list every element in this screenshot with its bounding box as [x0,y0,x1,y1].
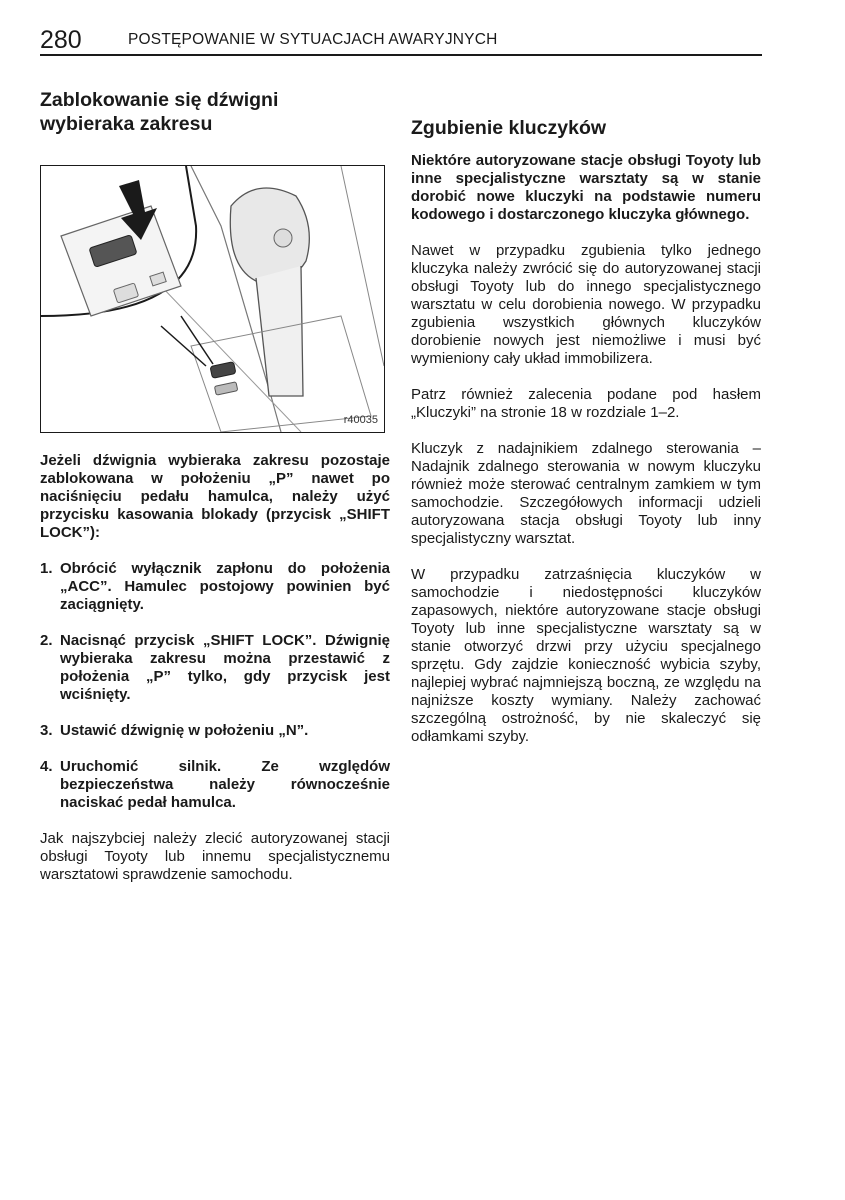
list-item: 1. Obrócić wyłącznik zapłonu do położenia „ACC”. Hamulec postojowy powinien być zaciągnięty. [40,560,390,613]
paragraph-1: Nawet w przypadku zgubienia tylko jednego kluczyka należy zwrócić się do autoryzowanej stacji obsługi Toyoty lub do innego specjalistycznego warsztatu w celu dorobienia nowego. W przypadku zgubienia wszystkich głównych kluczyków dorobienie nowych jest niemożliwe i musi być wymieniony cały układ immobilizera. [411,242,761,367]
outro-paragraph: Jak najszybciej należy zlecić autoryzowanej stacji obsługi Toyoty lub innemu specjalistycznemu warsztatowi sprawdzenie samochodu. [40,830,390,883]
section-title-lost-keys: Zgubienie kluczyków [411,117,607,139]
page-header [40,26,762,56]
list-item: 2. Nacisnąć przycisk „SHIFT LOCK”. Dźwignię wybieraka zakresu można przestawić z położenia „P” tylko, gdy przycisk jest wciśnięty. [40,632,390,703]
shift-lock-illustration [40,165,385,433]
paragraph-2: Patrz również zalecenia podane pod hasłem „Kluczyki” na stronie 18 w rozdziale 1–2. [411,386,761,421]
right-column [411,116,761,746]
running-head: POSTĘPOWANIE W SYTUACJACH AWARYJNYCH [128,31,498,48]
lead-paragraph: Niektóre autoryzowane stacje obsługi Toyoty lub inne specjalistyczne warsztaty są w stanie dorobić nowe kluczyki na podstawie numeru kodowego i dostarczonego kluczyka głównego. [411,152,761,223]
steps-list [40,560,390,812]
section-title-shift-lock: Zablokowanie się dźwigni wybieraka zakresu [40,89,279,135]
intro-paragraph: Jeżeli dźwignia wybieraka zakresu pozostaje zablokowana w położeniu „P” nawet po naciśnięciu pedału hamulca, należy użyć przycisku kasowania blokady (przycisk „SHIFT LOCK”): [40,452,390,541]
shift-lock-drawing [41,166,384,432]
list-item: 3. Ustawić dźwignię w położeniu „N”. [40,722,309,739]
paragraph-4: W przypadku zatrzaśnięcia kluczyków w samochodzie i niedostępności kluczyków zapasowych, niektóre autoryzowane stacje obsługi Toyoty lub inne specjalistyczne warsztaty są w stanie otworzyć drzwi przy użyciu specjalnego sprzętu. Gdy zajdzie konieczność wybicia szyby, najlepiej wybrać najmniejszą boczną, ze względu na najniższe koszty wymiany. Należy zachować szczególną ostrożność, by nie skaleczyć się odłamkami szyby. [411,566,761,745]
figure-code: r40035 [343,414,378,426]
list-item: 4. Uruchomić silnik. Ze względów bezpieczeństwa należy równocześnie naciskać pedał hamulca. [40,758,390,811]
page-number: 280 [40,26,82,54]
left-column [40,88,390,884]
paragraph-3: Kluczyk z nadajnikiem zdalnego sterowania – Nadajnik zdalnego sterowania w nowym kluczyku również może sterować centralnym zamkiem w tym samochodzie. Szczegółowych informacji udzieli autoryzowana stacja obsługi Toyoty lub inny specjalistyczny warsztat. [411,440,761,547]
